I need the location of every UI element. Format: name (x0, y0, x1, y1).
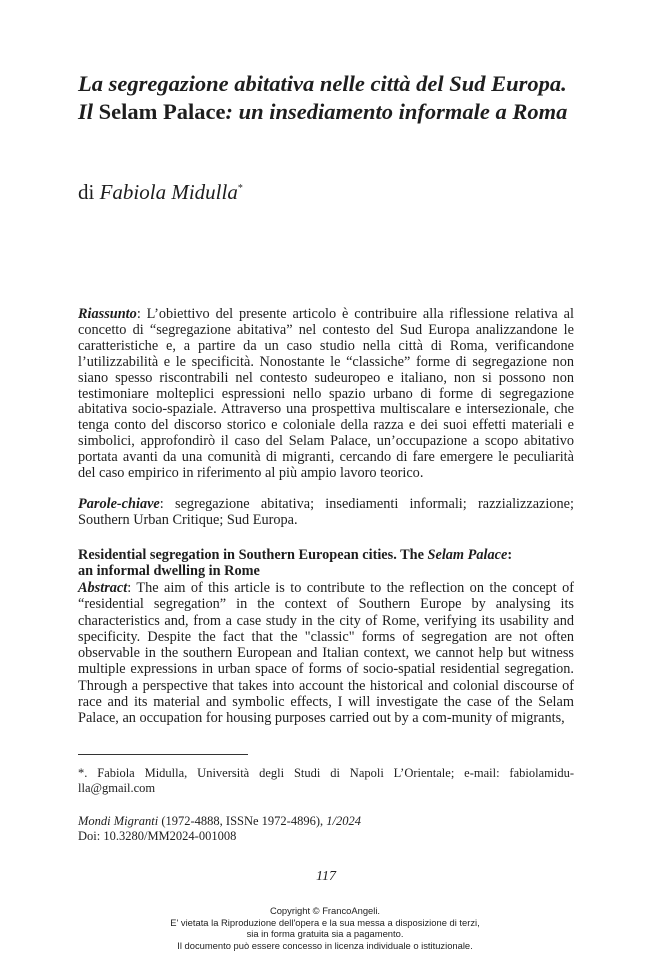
abstract-label: Abstract (78, 580, 128, 596)
author-footnote-marker: * (237, 183, 243, 194)
riassunto-text: : L’obiettivo del presente articolo è contribuire alla riflessione relativa al concetto di “segregazione abitativa” nel contesto del Sud Europa analizzandone le caratteristiche e, a partire da un caso studio nella città di Roma, verificandone l’utilizzabilità e le specificità. Nonostante le “classiche” forme di segregazione non siano spesso riscontrabili nel contesto sudeuropeo e italiano, non si possono non testimoniare molteplici espressioni nello spazio urbano di forme di segregazione abitativa socio-spaziale. Attraverso una prospettiva multiscalare e intersezionale, che tenga conto del discorso storico e coloniale della razza e dei suoi effetti materiali e simbolici, approfondirò il caso del Selam Palace, un’occupazione a scopo abitativo portata avanti da una comunità di migranti, cercando di fare emergere le peculiarità del caso empirico in riferimento al più ampio lavoro teorico. (78, 306, 574, 482)
copyright-line-1: Copyright © FrancoAngeli. (269, 905, 381, 916)
english-title-line-2: an informal dwelling in Rome (78, 563, 260, 579)
keywords-text: : segregazione abitativa; insediamenti informali; razzializzazione; Southern Urban Critique; Sud Europa. (78, 496, 574, 528)
italian-abstract (78, 307, 574, 482)
copyright-line-4: Il documento può essere concesso in licenza individuale o istituzionale. (177, 939, 473, 951)
keywords-label: Parole-chiave (78, 496, 160, 512)
author-name: Fabiola Midulla (99, 180, 238, 204)
journal-issue: 1/2024 (326, 814, 361, 828)
journal-issn: (1972-4888, ISSNe 1972-4896), (158, 814, 327, 828)
page-number: 117 (316, 869, 336, 884)
title-selam-palace: Selam Palace (98, 99, 226, 124)
title-part-3: : un insediamento informale a Roma (225, 99, 568, 124)
footnote-divider (78, 754, 248, 755)
copyright-line-3: sia in forma gratuita sia a pagamento. (246, 928, 404, 940)
footnote-text: Fabiola Midulla, Università degli Studi di Napoli L’Orientale; e-mail: fabiolamidu-lla@gmail.com (78, 766, 574, 795)
english-title-part-1: Residential segregation in Southern European cities. The (78, 547, 428, 563)
article-title (78, 70, 574, 126)
author-line (78, 176, 243, 205)
footnote-marker: *. (78, 766, 88, 780)
journal-info (78, 814, 574, 844)
english-title (78, 547, 574, 579)
english-title-part-3: : (507, 547, 513, 563)
copyright-notice (0, 905, 650, 951)
english-abstract (78, 580, 574, 727)
english-title-selam-palace: Selam Palace (427, 547, 508, 563)
footnote (78, 766, 574, 796)
keywords (78, 497, 574, 529)
author-prefix: di (78, 180, 100, 204)
title-part-1: La segregazione abitativa nelle città del Sud Europa. Il (78, 71, 567, 124)
journal-doi: Doi: 10.3280/MM2024-001008 (78, 829, 237, 843)
abstract-text: : The aim of this article is to contribute to the reflection on the concept of “residential segregation” in the context of Southern Europe by analysing its characteristics and, from a case study in the city of Rome, verifying its usability and specificity. Despite the fact that the "classic" forms of segregation are not often observable in the southern European and Italian context, we cannot help but witness multiple expressions in urban space of forms of socio-spatial residential segregation. Through a perspective that takes into account the historical and colonial discourse of race and its material and symbolic effects, I will investigate the case of the Selam Palace, an occupation for housing purposes carried out by a com-munity of migrants, (78, 580, 574, 727)
copyright-line-2: E' vietata la Riproduzione dell'opera e la sua messa a disposizione di terzi, (170, 916, 480, 928)
riassunto-label: Riassunto (78, 306, 137, 322)
journal-name: Mondi Migranti (78, 814, 159, 828)
